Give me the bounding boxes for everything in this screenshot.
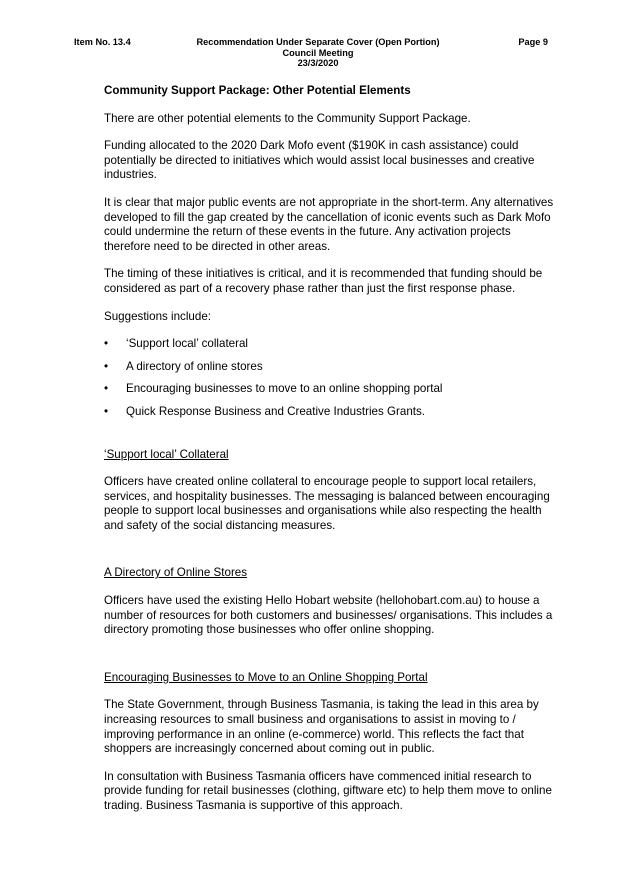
header-date: 23/3/2020	[297, 58, 339, 68]
paragraph: There are other potential elements to the Community Support Package.	[104, 111, 471, 125]
document-body	[104, 84, 554, 827]
paragraph: Officers have used the existing Hello Hobart website (hellohobart.com.au) to house a number of resources for both customers and businesses/ organisations. This includes a directory promoting those businesses who offer online shopping.	[104, 594, 553, 637]
list-item	[104, 360, 554, 375]
spacer	[104, 651, 554, 671]
list-item-text: Encouraging businesses to move to an online shopping portal	[126, 382, 443, 396]
paragraph: The timing of these initiatives is critical, and it is recommended that funding should be considered as part of a recovery phase rather than just the first response phase.	[104, 267, 543, 295]
bullet-icon: •	[104, 337, 109, 351]
page-number: Page 9	[518, 37, 548, 47]
paragraph: The State Government, through Business Tasmania, is taking the lead in this area by increasing resources to small business and organisations to assist in moving to / improving performance in an online (e-commerce) world. This reflects the fact that shoppers are increasingly concerned about coming out in public.	[104, 698, 539, 756]
paragraph: Officers have created online collateral to encourage people to support local retailers, services, and hospitality businesses. The messaging is balanced between encouraging people to support local businesses and organisations while also respecting the health and safety of the social distancing measures.	[104, 475, 550, 532]
suggestions-list	[104, 337, 554, 419]
item-number: Item No. 13.4	[74, 37, 131, 47]
paragraph: It is clear that major public events are not appropriate in the short-term. Any alternatives developed to fill the gap created by the cancellation of iconic events such as Dark Mofo could undermine the return of these events in the future. Any activation projects therefore need to be directed in other areas.	[104, 195, 554, 253]
paragraph: Funding allocated to the 2020 Dark Mofo event ($190K in cash assistance) could potentially be directed to initiatives which would assist local businesses and creative industries.	[104, 139, 535, 182]
section-title: Community Support Package: Other Potential Elements	[104, 84, 411, 97]
list-item-text: Quick Response Business and Creative Industries Grants.	[126, 404, 426, 418]
header-title-line2: Council Meeting	[282, 47, 354, 58]
spacer	[104, 546, 554, 566]
subsection-heading: Encouraging Businesses to Move to an Online Shopping Portal	[104, 670, 428, 684]
subsection-heading: A Directory of Online Stores	[104, 566, 248, 580]
suggestions-intro: Suggestions include:	[104, 309, 211, 323]
bullet-icon: •	[104, 404, 109, 418]
list-item-text: ‘Support local’ collateral	[126, 337, 249, 351]
list-item-text: A directory of online stores	[126, 359, 263, 373]
paragraph: In consultation with Business Tasmania officers have commenced initial research to provide funding for retail businesses (clothing, giftware etc) to help them move to online trading. Business Tasmania is supportive of this approach.	[104, 769, 552, 812]
header-title-line1: Recommendation Under Separate Cover (Open Portion)	[196, 37, 440, 47]
subsection-heading: ‘Support local’ Collateral	[104, 447, 229, 461]
list-item	[104, 382, 554, 397]
bullet-icon: •	[104, 359, 109, 373]
list-item	[104, 405, 554, 420]
bullet-icon: •	[104, 382, 109, 396]
list-item	[104, 337, 554, 352]
